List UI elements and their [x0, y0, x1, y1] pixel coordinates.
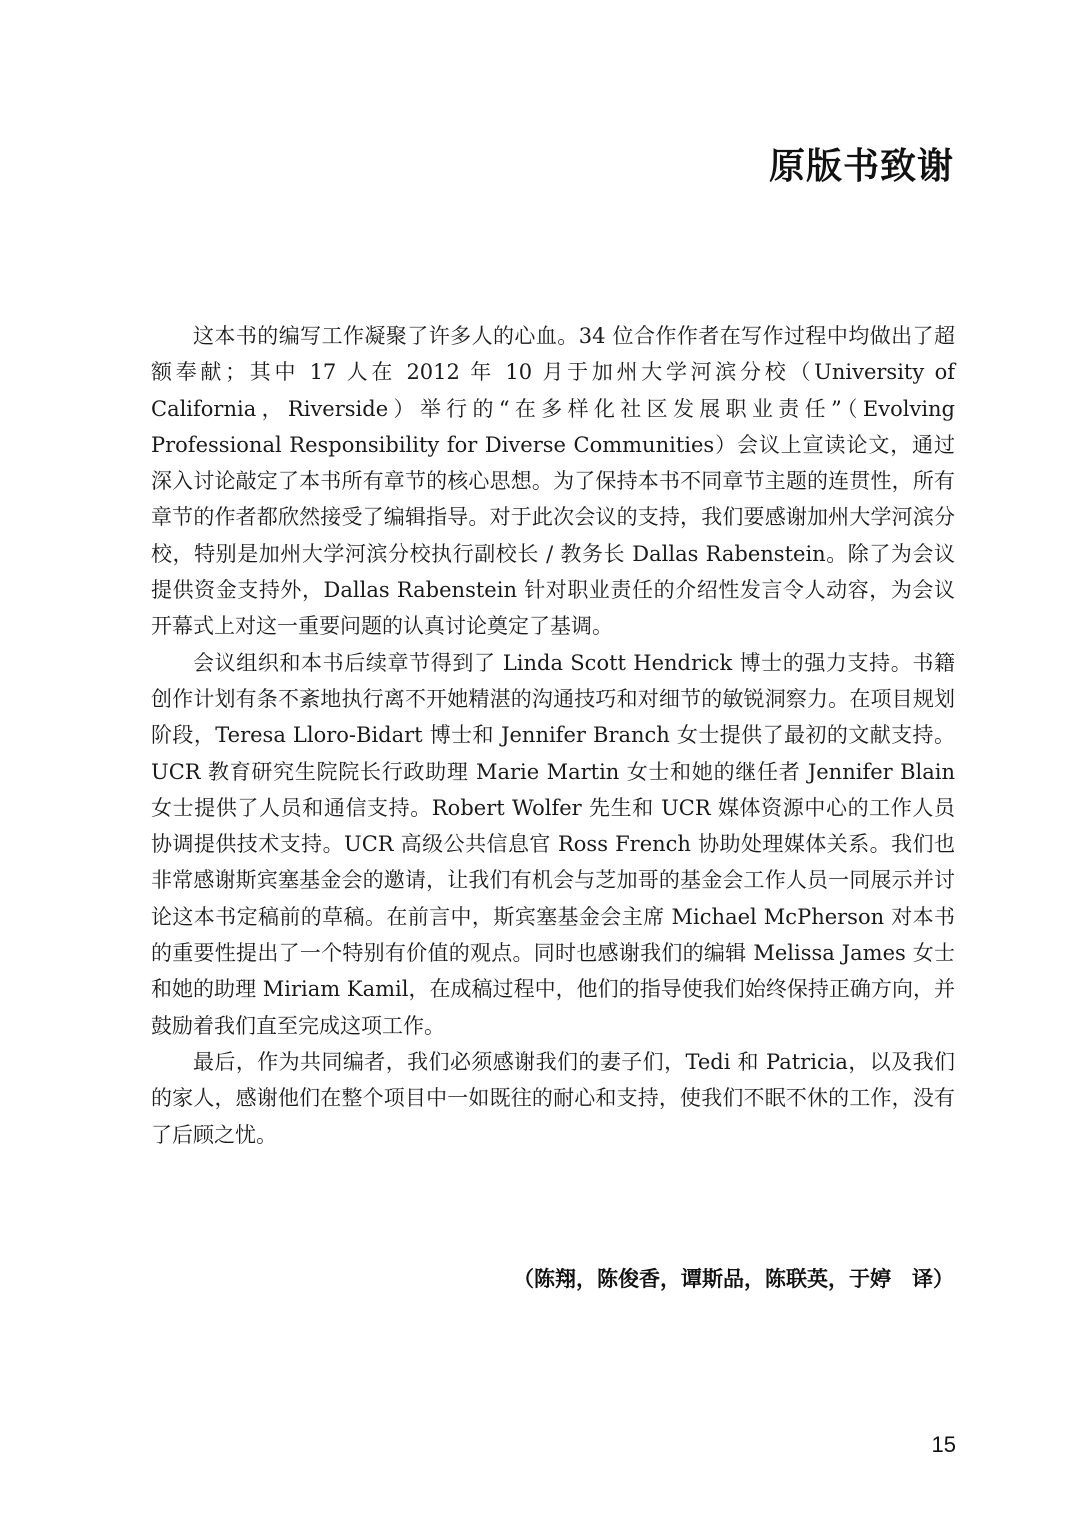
page-title: 原版书致谢 [768, 146, 954, 187]
paragraph-1: 这本书的编写工作凝聚了许多人的心血。34 位合作作者在写作过程中均做出了超额奉献；其中 17 人在 2012 年 10 月于加州大学河滨分校（University of California，Riverside）举行的“在多样化社区发展职业责任”（Evolving Professional Responsibility for Diverse Communities）会议上宣读论文，通过深入讨论敲定了本书所有章节的核心思想。为了保持本书不同章节主题的连贯性，所有章节的作者都欣然接受了编辑指导。对于此次会议的支持，我们要感谢加州大学河滨分校，特别是加州大学河滨分校执行副校长 / 教务长 Dallas Rabenstein。除了为会议提供资金支持外，Dallas Rabenstein 针对职业责任的介绍性发言令人动容，为会议开幕式上对这一重要问题的认真讨论奠定了基调。 [151, 324, 955, 639]
paragraph-2: 会议组织和本书后续章节得到了 Linda Scott Hendrick 博士的强力支持。书籍创作计划有条不紊地执行离不开她精湛的沟通技巧和对细节的敏锐洞察力。在项目规划阶段，Teresa Lloro-Bidart 博士和 Jennifer Branch 女士提供了最初的文献支持。UCR 教育研究生院院长行政助理 Marie Martin 女士和她的继任者 Jennifer Blain 女士提供了人员和通信支持。Robert Wolfer 先生和 UCR 媒体资源中心的工作人员协调提供技术支持。UCR 高级公共信息官 Ross French 协助处理媒体关系。我们也非常感谢斯宾塞基金会的邀请，让我们有机会与芝加哥的基金会工作人员一同展示并讨论这本书定稿前的草稿。在前言中，斯宾塞基金会主席 Michael McPherson 对本书的重要性提出了一个特别有价值的观点。同时也感谢我们的编辑 Melissa James 女士和她的助理 Miriam Kamil，在成稿过程中，他们的指导使我们始终保持正确方向，并鼓励着我们直至完成这项工作。 [151, 650, 955, 1038]
page-number: 15 [931, 1432, 956, 1457]
acknowledgement-body [151, 318, 955, 1153]
translator-credit: （陈翔，陈俊香，谭斯品，陈联英，于婷 译） [513, 1267, 954, 1291]
paragraph-3: 最后，作为共同编者，我们必须感谢我们的妻子们，Tedi 和 Patricia，以及我们的家人，感谢他们在整个项目中一如既往的耐心和支持，使我们不眠不休的工作，没有了后顾之忧。 [151, 1049, 955, 1147]
